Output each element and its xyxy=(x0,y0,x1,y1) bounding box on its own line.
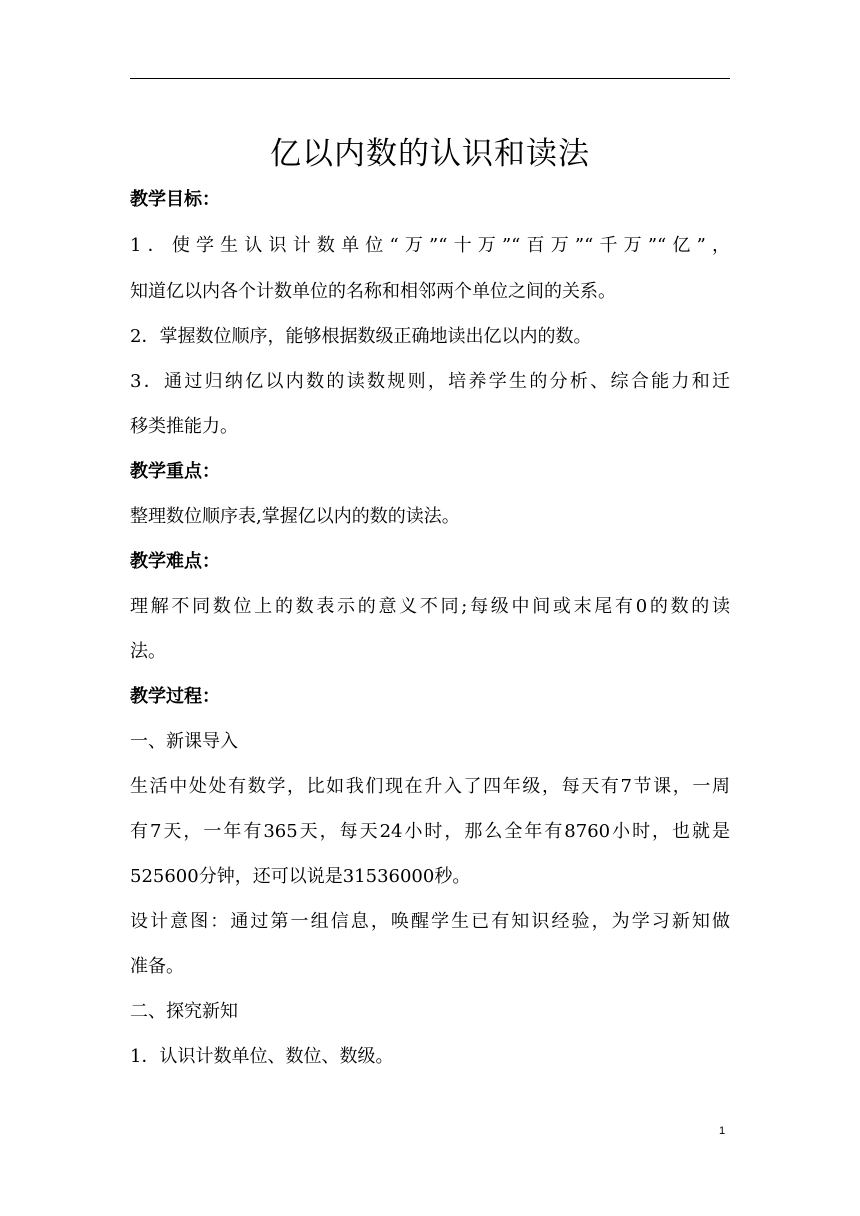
difficulties-line-1: 理解不同数位上的数表示的意义不同;每级中间或末尾有0的数的读 xyxy=(130,596,730,617)
page-number: 1 xyxy=(719,1125,726,1137)
document-title: 亿以内数的认识和读法 xyxy=(270,136,590,172)
header-rule xyxy=(130,78,730,79)
heading-process: 教学过程： xyxy=(130,686,220,707)
subsection-1-heading: 1．认识计数单位、数位、数级。 xyxy=(130,1046,394,1067)
intro-para-line-2: 有7天，一年有365天，每天24小时，那么全年有8760小时，也就是 xyxy=(130,821,730,842)
goal-1-line-1: 1．使学生认识计数单位“万”“十万”“百万”“千万”“亿”， xyxy=(130,235,730,256)
goal-3-line-1: 3．通过归纳亿以内数的读数规则，培养学生的分析、综合能力和迁 xyxy=(130,371,730,392)
design-intent-line-1: 设计意图：通过第一组信息，唤醒学生已有知识经验，为学习新知做 xyxy=(130,911,730,932)
heading-teaching-goals: 教学目标： xyxy=(130,189,220,210)
goal-3-line-2: 移类推能力。 xyxy=(130,416,238,437)
heading-key-points: 教学重点： xyxy=(130,461,220,482)
intro-para-line-1: 生活中处处有数学，比如我们现在升入了四年级，每天有7节课，一周 xyxy=(130,776,730,797)
heading-difficulties: 教学难点： xyxy=(130,551,220,572)
intro-para-line-3: 525600分钟，还可以说是31536000秒。 xyxy=(130,866,471,887)
design-intent-line-2: 准备。 xyxy=(130,956,184,977)
section-1-heading: 一、新课导入 xyxy=(130,731,238,752)
key-points-text: 整理数位顺序表,掌握亿以内的数的读法。 xyxy=(130,506,460,527)
section-2-heading: 二、探究新知 xyxy=(130,1001,238,1022)
goal-2: 2．掌握数位顺序，能够根据数级正确地读出亿以内的数。 xyxy=(130,326,592,347)
goal-1-line-2: 知道亿以内各个计数单位的名称和相邻两个单位之间的关系。 xyxy=(130,281,616,302)
difficulties-line-2: 法。 xyxy=(130,641,166,662)
